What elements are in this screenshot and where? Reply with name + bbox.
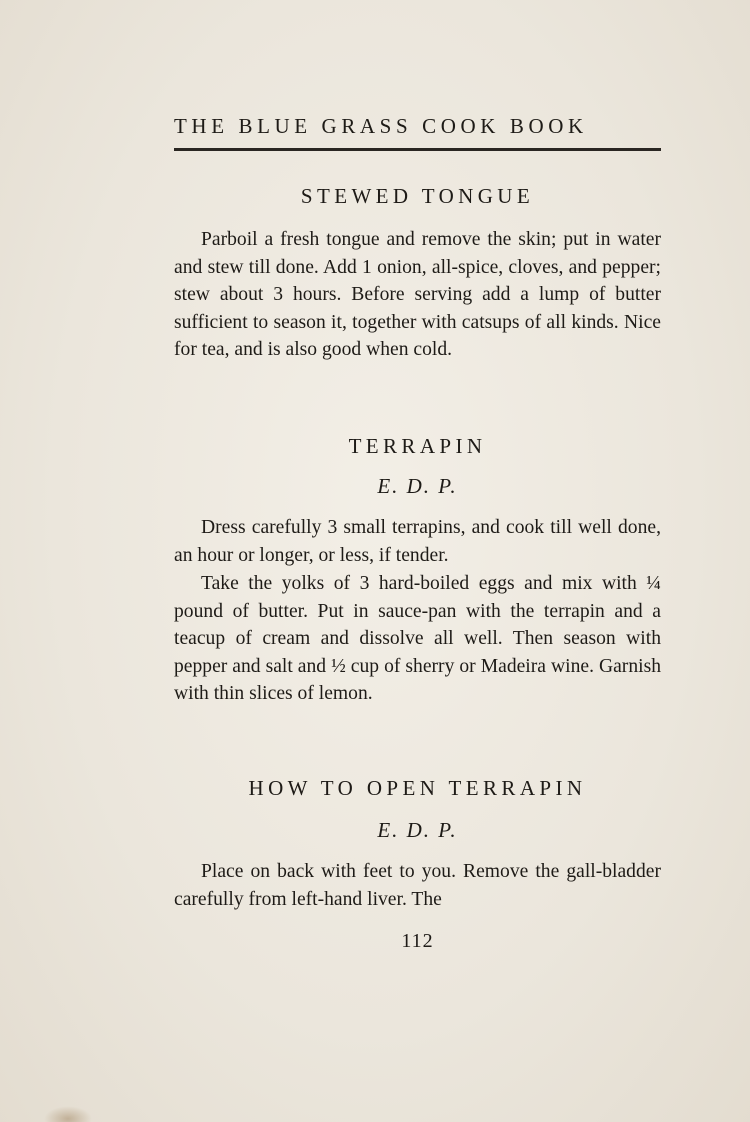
page-stain (44, 1106, 92, 1122)
section-title-terrapin: TERRAPIN (348, 434, 487, 458)
stewed-tongue-paragraph: Parboil a fresh tongue and remove the skin; put in water and stew till done. Add 1 onion, all-spice, cloves, and pepper; stew about 3 hours. Before serving add a lump of butter sufficient to season it, together with catsups of all kinds. Nice for tea, and is also good when cold. (174, 229, 661, 360)
terrapin-byline: E. D. P. (377, 474, 458, 498)
header-rule (174, 148, 661, 151)
terrapin-paragraph-2: Take the yolks of 3 hard-boiled eggs and mix with ¼ pound of butter. Put in sauce-pan with the terrapin and a teacup of cream and dissolve all well. Then season with pepper and salt and ½ cup of sherry or Madeira wine. Garnish with thin slices of lemon. (174, 573, 661, 704)
section-title-how-to-open-terrapin: HOW TO OPEN TERRAPIN (248, 776, 587, 800)
how-to-open-paragraph: Place on back with feet to you. Remove the gall-bladder carefully from left-hand liver. The (174, 861, 661, 910)
running-head: THE BLUE GRASS COOK BOOK (174, 114, 588, 138)
how-to-open-byline: E. D. P. (377, 818, 458, 842)
page-number: 112 (401, 930, 434, 952)
terrapin-paragraph-1: Dress carefully 3 small terrapins, and cook till well done, an hour or longer, or less, if tender. (174, 517, 661, 566)
section-title-stewed-tongue: STEWED TONGUE (300, 184, 535, 208)
